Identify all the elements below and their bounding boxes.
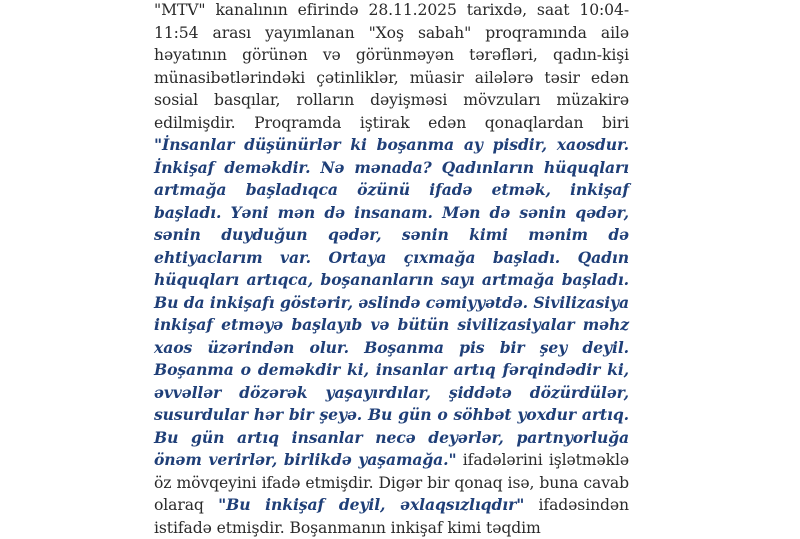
middle-text: ifadələrini işlətməklə öz mövqeyini ifadə etmişdir. Digər bir qonaq isə, buna cavab olaraq xyxy=(154,451,629,514)
article-paragraph xyxy=(154,0,629,539)
document-page xyxy=(154,0,629,539)
intro-text: "MTV" kanalının efirində 28.11.2025 tarixdə, saat 10:04-11:54 arası yayımlanan "Xoş sabah" proqramında ailə həyatının görünən və görünməyən tərəfləri, qadın-kişi münasibətlərindəki çətinliklər, müasir ailələrə təsir edən sosial basqılar, rolların dəyişməsi mövzuları müzakirə edilmişdir. Proqramda iştirak edən qonaqlardan biri xyxy=(154,1,629,132)
outro-text: ifadəsindən istifadə etmişdir. Boşanmanın inkişaf kimi təqdim xyxy=(154,496,629,537)
guest-quote-response: "Bu inkişaf deyil, əxlaqsızlıqdır" xyxy=(218,495,525,514)
guest-quote-boshanma: "İnsanlar düşünürlər ki boşanma ay pisdir, xaosdur. İnkişaf deməkdir. Nə mənada? Qadınların hüquqları artmağa başladıqca özünü ifadə etmək, inkişaf başladı. Yəni mən də insanam. Mən də sənin qədər, sənin duyduğun qədər, sənin kimi mənim də ehtiyaclarım var. Ortaya çıxmağa başladı. Qadın hüquqları artıqca, boşananların sayı artmağa başladı. Bu da inkişafı göstərir, əslində cəmiyyətdə. Sivilizasiya inkişaf etməyə başlayıb və bütün sivilizasiyalar məhz xaos üzərindən olur. Boşanma pis bir şey deyil. Boşanma o deməkdir ki, insanlar artıq fərqindədir ki, əvvəllər dözərək yaşayırdılar, şiddətə dözürdülər, susurdular hər bir şeyə. Bu gün o söhbət yoxdur artıq. Bu gün artıq insanlar necə deyərlər, partnyorluğa önəm verirlər, birlikdə yaşamağa." xyxy=(154,135,629,469)
